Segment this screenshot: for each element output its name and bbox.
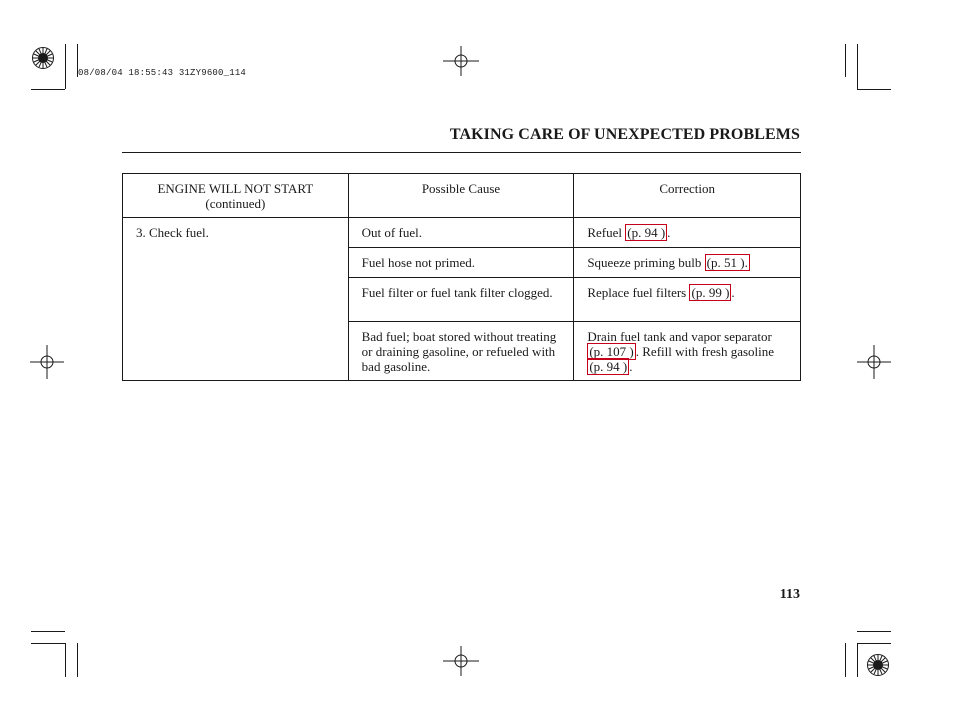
crop-mark-line	[845, 44, 846, 77]
column-header-correction: Correction	[574, 174, 801, 218]
crop-mark-line	[65, 643, 66, 677]
crop-mark-line	[845, 643, 846, 677]
crop-mark-line	[857, 44, 858, 89]
symptom-header-line2: (continued)	[205, 196, 266, 211]
registration-crosshair-icon	[857, 345, 891, 379]
print-timestamp: 08/08/04 18:55:43 31ZY9600_114	[78, 68, 247, 78]
correction-text: Drain fuel tank and vapor separator	[587, 329, 772, 344]
page-number: 113	[779, 587, 800, 602]
crop-mark-line	[31, 631, 65, 632]
page-reference-link[interactable]: (p. 51 ).	[706, 255, 748, 270]
registration-sunburst-icon	[31, 46, 55, 70]
page-reference-link[interactable]: (p. 94 )	[589, 359, 628, 374]
table-header-row	[123, 174, 801, 218]
cause-cell: Fuel hose not primed.	[348, 248, 574, 278]
check-step: 3. Check fuel.	[123, 218, 349, 381]
crop-mark-line	[857, 643, 858, 677]
correction-cell	[574, 248, 801, 278]
correction-text: Squeeze priming bulb	[587, 255, 705, 270]
page-reference-link[interactable]: (p. 99 )	[691, 285, 730, 300]
registration-crosshair-icon	[443, 46, 479, 76]
correction-cell	[574, 278, 801, 322]
page-title: TAKING CARE OF UNEXPECTED PROBLEMS	[449, 126, 800, 143]
correction-text: .	[629, 359, 633, 374]
cause-cell: Bad fuel; boat stored without treating or draining gasoline, or refueled with bad gasoline.	[348, 322, 574, 381]
crop-mark-line	[31, 89, 65, 90]
symptom-header-line1: ENGINE WILL NOT START	[157, 181, 314, 196]
table-row	[123, 218, 801, 248]
registration-crosshair-icon	[30, 345, 64, 379]
crop-mark-line	[857, 643, 891, 644]
troubleshooting-table	[122, 173, 801, 381]
correction-text: .	[667, 225, 671, 240]
correction-cell	[574, 322, 801, 381]
registration-crosshair-icon	[443, 646, 479, 676]
correction-text: Replace fuel filters	[587, 285, 690, 300]
crop-mark-line	[31, 643, 65, 644]
cause-cell: Out of fuel.	[348, 218, 574, 248]
correction-text: Refuel	[587, 225, 626, 240]
registration-sunburst-icon	[866, 653, 890, 677]
crop-mark-line	[65, 44, 66, 89]
correction-cell	[574, 218, 801, 248]
cause-cell: Fuel filter or fuel tank filter clogged.	[348, 278, 574, 322]
page-reference-link[interactable]: (p. 94 )	[627, 225, 666, 240]
correction-text: .	[731, 285, 735, 300]
crop-mark-line	[857, 631, 891, 632]
column-header-symptom	[123, 174, 349, 218]
crop-mark-line	[77, 643, 78, 677]
correction-text: . Refill with fresh gasoline	[635, 344, 775, 359]
crop-mark-line	[857, 89, 891, 90]
column-header-cause: Possible Cause	[348, 174, 574, 218]
page-reference-link[interactable]: (p. 107 )	[589, 344, 634, 359]
title-divider	[122, 152, 801, 153]
